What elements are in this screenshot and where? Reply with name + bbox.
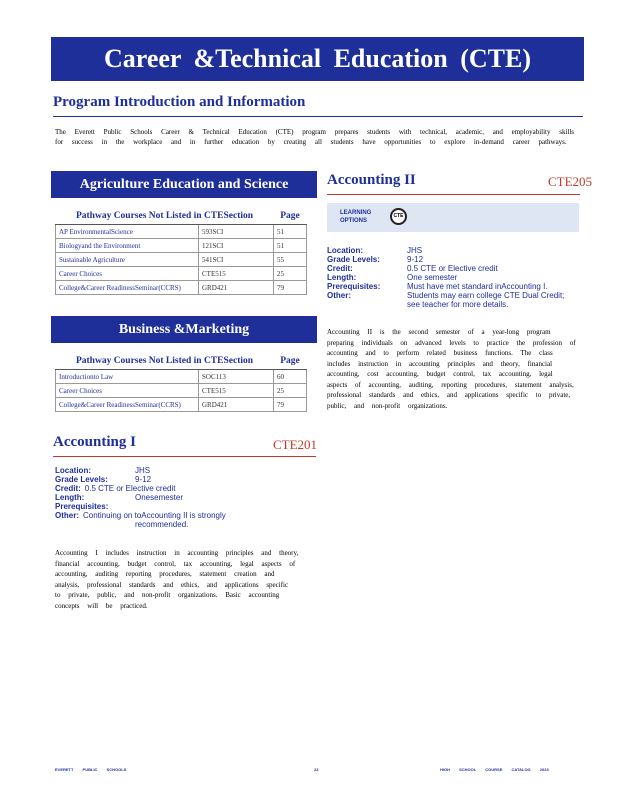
prerequisites-label: Prerequisites: [55,502,109,511]
course-code: GRD421 [199,398,274,412]
table-row [56,398,307,412]
other-value: Continuing on toAccounting II is strongly [83,511,226,520]
credit-label: Credit: [55,484,81,493]
accounting2-title: Accounting II [327,172,416,188]
course-name: Career Choices [56,384,199,398]
table-row [56,281,307,295]
accounting2-divider [327,194,580,195]
location-value: JHS [135,466,151,475]
agriculture-table-header-page: Page [274,210,307,225]
course-name: Introductionto Law [56,370,199,384]
course-page: 25 [274,384,307,398]
intro-paragraph: The Everett Public Schools Career & Technical Education (CTE) program prepares students with technical, academic, and employability skills for success in the workplace and in further education by creating all students have opportunities to explore in-demand career pathways. [55,128,575,146]
footer-district: EVERETT PUBLIC SCHOOLS [55,767,127,772]
learning-options-box [327,203,579,232]
location-value: JHS [407,246,423,255]
course-name: College&Career ReadinessSeminar(CCRS) [56,398,199,412]
other-label: Other: [55,511,79,520]
course-page: 79 [274,281,307,295]
course-name: AP EnvironmentalScience [56,225,199,239]
agriculture-section-title: Agriculture Education and Science [51,171,317,198]
table-row [56,239,307,253]
course-code: GRD421 [199,281,274,295]
course-page: 55 [274,253,307,267]
course-page: 51 [274,239,307,253]
cte-dual-credit-icon: CTE [390,208,407,225]
accounting2-info [327,246,579,309]
course-code: 541SCI [199,253,274,267]
table-row [56,225,307,239]
intro-heading: Program Introduction and Information [53,94,306,110]
accounting2-code: CTE205 [548,174,593,189]
course-name: Career Choices [56,267,199,281]
location-label: Location: [327,246,363,255]
grade-levels-value: 9-12 [407,255,424,264]
course-code: 593SCI [199,225,274,239]
course-name: College&Career ReadinessSeminar(CCRS) [56,281,199,295]
agriculture-table-header-course: Pathway Courses Not Listed in CTESection [56,210,274,225]
accounting1-title: Accounting I [53,434,136,450]
accounting1-info [55,466,317,529]
credit-value: 0.5 CTE or Elective credit [84,484,176,493]
intro-divider [53,116,583,117]
other-value-continued: recommended. [135,520,189,529]
footer-page-number: 23 [314,767,319,772]
course-page: 60 [274,370,307,384]
course-code: SOC113 [199,370,274,384]
other-value: Students may earn college CTE Dual Credit; see teacher for more details. [407,291,565,309]
location-label: Location: [55,466,91,475]
length-value: Onesemester [135,493,184,502]
course-code: 121SCI [199,239,274,253]
length-label: Length: [55,493,85,502]
accounting1-divider [53,456,316,457]
table-row [56,384,307,398]
course-page: 25 [274,267,307,281]
course-name: Biologyand the Environment [56,239,199,253]
business-courses-table [55,355,307,412]
business-section-title: Business &Marketing [51,316,317,343]
other-label: Other: [327,291,351,300]
credit-label: Credit: [327,264,353,273]
course-name: Sustainable Agriculture [56,253,199,267]
course-page: 79 [274,398,307,412]
table-row [56,253,307,267]
prerequisites-value: Must have met standard inAccounting I. [407,282,548,291]
grade-levels-label: Grade Levels: [55,475,108,484]
agriculture-courses-table [55,210,307,295]
accounting1-code: CTE201 [273,437,318,452]
business-table-header-page: Page [274,355,307,370]
footer-catalog: HIGH SCHOOL COURSE CATALOG 2023 [440,767,549,772]
length-label: Length: [327,273,357,282]
accounting2-description: Accounting II is the second semester of a year-long program preparing individuals on advanced levels to practice the profession of accounting and to perform related business functions. The class includes instruction in accounting principles and theory, financial accounting, cost accounting, budget control, tax accounting, legal aspects of accounting, auditing, reporting procedures, statement analysis, professional standards and ethics, and applications specific to private, public, and non-profit organizations. [327,328,576,410]
page-banner-title: Career &Technical Education (CTE) [51,37,584,81]
course-code: CTE515 [199,267,274,281]
grade-levels-label: Grade Levels: [327,255,380,264]
table-row [56,370,307,384]
learning-options-label: LEARNING OPTIONS [340,210,372,224]
table-row [56,267,307,281]
credit-value: 0.5 CTE or Elective credit [407,264,498,273]
grade-levels-value: 9-12 [135,475,152,484]
business-table-header-course: Pathway Courses Not Listed in CTESection [56,355,274,370]
accounting1-description: Accounting I includes instruction in accounting principles and theory, financial accounting, budget control, tax accounting, legal aspects of accounting, auditing reporting procedures, statement creation and analysis, professional standards and ethics, and applications specific to private, public, and non-profit organizations. Basic accounting concepts will be practiced. [55,549,299,610]
length-value: One semester [407,273,458,282]
course-code: CTE515 [199,384,274,398]
prerequisites-label: Prerequisites: [327,282,381,291]
course-page: 51 [274,225,307,239]
